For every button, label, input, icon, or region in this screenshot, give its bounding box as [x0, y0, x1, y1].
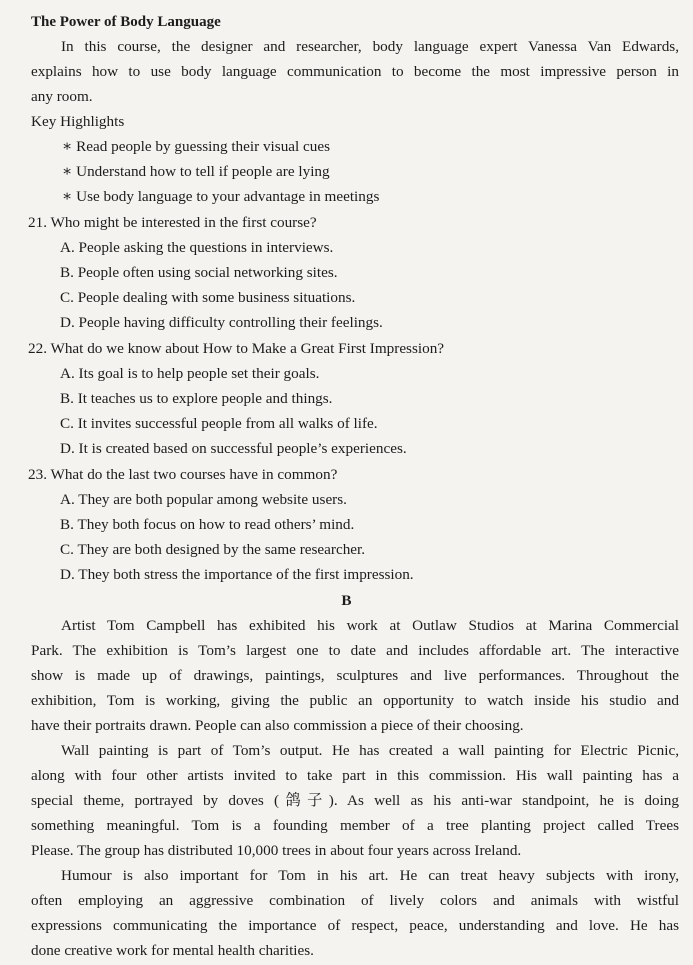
passage-line: Artist Tom Campbell has exhibited his work at Outlaw Studios at Marina Commercial	[61, 617, 679, 634]
passage-line: something meaningful. Tom is a founding member of a tree planting project called Trees	[31, 817, 679, 834]
answer-option: A. Its goal is to help people set their goals.	[60, 365, 320, 382]
passage-line: exhibition, Tom is working, giving the public an opportunity to watch inside his studio and	[31, 692, 679, 709]
highlight-item: ∗ Read people by guessing their visual cues	[62, 138, 331, 155]
passage-line: often employing an aggressive combination of lively colors and animals with wistful	[31, 892, 679, 909]
question-stem: 22. What do we know about How to Make a Great First Impression?	[28, 340, 445, 357]
passage-line: along with four other artists invited to take part in this commission. His wall painting has a	[31, 767, 679, 784]
intro-line: explains how to use body language communication to become the most impressive person in	[31, 63, 679, 80]
passage-line: Park. The exhibition is Tom’s largest one to date and includes affordable art. The interactive	[31, 642, 679, 659]
answer-option: B. They both focus on how to read others’ mind.	[60, 516, 355, 533]
passage-line: Wall painting is part of Tom’s output. He has created a wall painting for Electric Picnic,	[61, 742, 679, 759]
passage-title: The Power of Body Language	[31, 14, 221, 30]
answer-option: C. It invites successful people from all walks of life.	[60, 415, 378, 432]
passage-line: have their portraits drawn. People can also commission a piece of their choosing.	[31, 717, 524, 734]
question-stem: 21. Who might be interested in the first course?	[28, 214, 317, 231]
answer-option: C. They are both designed by the same researcher.	[60, 541, 366, 558]
answer-option: B. People often using social networking sites.	[60, 264, 338, 281]
intro-line: any room.	[31, 88, 93, 105]
answer-option: D. It is created based on successful people’s experiences.	[60, 440, 407, 457]
answer-option: A. People asking the questions in interviews.	[60, 239, 334, 256]
answer-option: A. They are both popular among website users.	[60, 491, 347, 508]
passage-line: show is made up of drawings, paintings, sculptures and live performances. Throughout the	[31, 667, 679, 684]
highlight-item: ∗ Understand how to tell if people are lying	[62, 163, 330, 180]
question-stem: 23. What do the last two courses have in common?	[28, 466, 338, 483]
answer-option: D. People having difficulty controlling their feelings.	[60, 314, 383, 331]
answer-option: C. People dealing with some business situations.	[60, 289, 356, 306]
answer-option: D. They both stress the importance of the first impression.	[60, 566, 414, 583]
section-label: B	[341, 592, 352, 609]
passage-line: expressions communicating the importance of respect, peace, understanding and love. He has	[31, 917, 679, 934]
answer-option: B. It teaches us to explore people and things.	[60, 390, 333, 407]
passage-line: special theme, portrayed by doves (鸽子). As well as his anti-war standpoint, he is doing	[31, 792, 679, 809]
passage-line: Humour is also important for Tom in his art. He can treat heavy subjects with irony,	[61, 867, 679, 884]
highlight-item: ∗ Use body language to your advantage in meetings	[62, 188, 380, 205]
intro-line: In this course, the designer and researcher, body language expert Vanessa Van Edwards,	[61, 38, 679, 55]
passage-line: done creative work for mental health charities.	[31, 942, 314, 959]
passage-line: Please. The group has distributed 10,000 trees in about four years across Ireland.	[31, 842, 522, 859]
highlights-heading: Key Highlights	[31, 113, 125, 130]
